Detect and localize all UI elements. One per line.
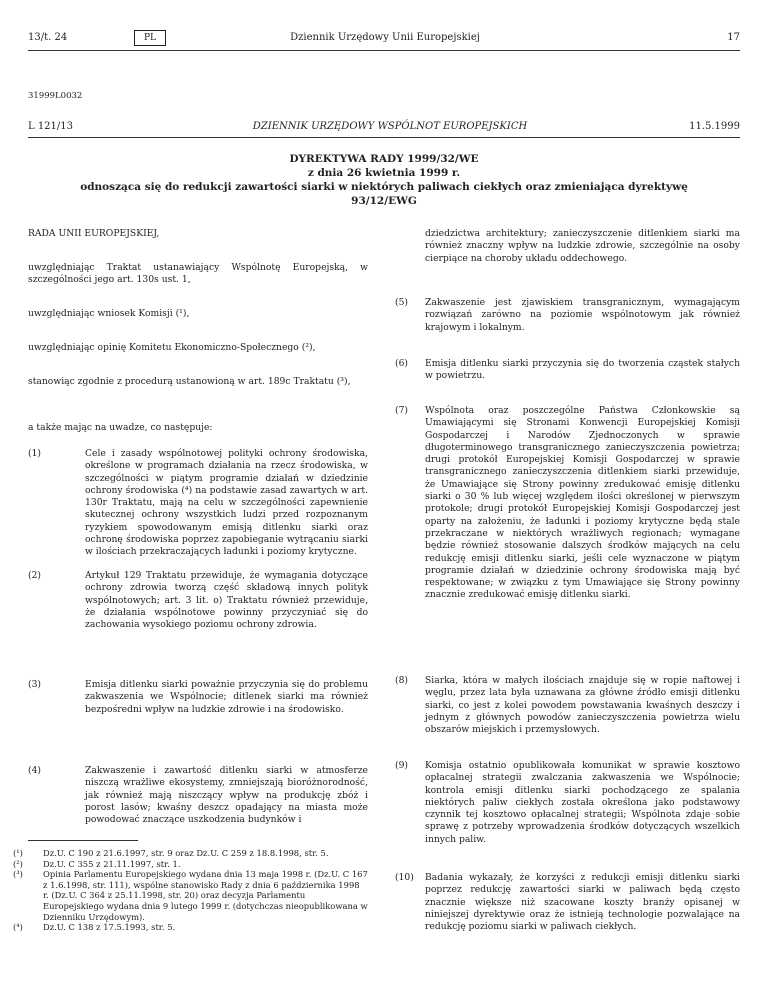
recital-text: Artykuł 129 Traktatu przewiduje, że wymagania dotyczące ochrony zdrowia tworzą część składową innych polityk wspólnotowych; art. 3 lit. o) Traktatu również przewiduje, że działania wspólnotowe powinny przyczyniać się do zachowania wysokiego poziomu ochrony zdrowia. (85, 570, 368, 631)
footnote-text: Opinia Parlamentu Europejskiego wydana dnia 13 maja 1998 r. (Dz.U. C 167 z 1.6.1998, str. 111), wspólne stanowisko Rady z dnia 6 października 1998 r. (Dz.U. C 364 z 25.11.1998, str. 20) oraz decyzja Parlamentu Europejskiego wydana dnia 9 lutego 1999 r. (dotychczas nieopublikowana w Dzienniku Urzędowym). (43, 869, 368, 922)
original-reference: L 121/13 (28, 121, 73, 132)
footnotes (13, 848, 368, 933)
recital-number: (1) (28, 448, 42, 459)
footnote-text: Dz.U. C 355 z 21.11.1997, str. 1. (43, 858, 181, 869)
header-rule (28, 50, 740, 51)
recital-text: Emisja ditlenku siarki poważnie przyczynia się do problemu zakwaszenia we Wspólnocie; ditlenek siarki ma również bezpośredni wpływ na ludzkie zdrowie i na środowisko. (85, 679, 368, 715)
title-line-4: 93/12/EWG (351, 195, 417, 207)
recital-number: (8) (395, 675, 409, 686)
original-header-rule (28, 137, 740, 138)
title-line-3: odnosząca się do redukcji zawartości siarki w niektórych paliwach ciekłych oraz zmieniająca dyrektywę (80, 181, 688, 193)
page-reference: 13/t. 24 (28, 32, 68, 43)
recital-number: (10) (395, 872, 414, 883)
footnote-1 (13, 848, 368, 859)
celex-number: 31999L0032 (28, 91, 83, 101)
recital-number: (7) (395, 405, 409, 416)
recital-text: Zakwaszenie i zawartość ditlenku siarki w atmosferze niszczą wrażliwe ekosystemy, zmniejszają bioróżnorodność, jak również mają niszczący wpływ na produkcję zbóż i porost lasów; kwaśny deszcz opadający na miasta może powodować znaczące uszkodzenia budynków i (85, 765, 368, 826)
citation-treaty: uwzględniając Traktat ustanawiający Wspólnotę Europejską, w szczególności jego art. 130s ust. 1, (28, 262, 368, 286)
recital-text: Zakwaszenie jest zjawiskiem transgranicznym, wymagającym rozwiązań zarówno na poziomie wspólnotowym jak również krajowym i lokalnym. (425, 297, 740, 333)
recital-text: Emisja ditlenku siarki przyczynia się do tworzenia cząstek stałych w powietrzu. (425, 358, 740, 382)
original-journal-title: DZIENNIK URZĘDOWY WSPÓLNOT EUROPEJSKICH (252, 121, 528, 132)
citation-committee: uwzględniając opinię Komitetu Ekonomiczno-Społecznego (²), (28, 342, 316, 353)
document-title (28, 152, 740, 208)
footnote-number: (⁴) (13, 922, 23, 933)
footnote-number: (³) (13, 869, 23, 880)
recital-number: (9) (395, 760, 409, 771)
original-date: 11.5.1999 (689, 121, 740, 132)
whereas-intro: a także mając na uwadze, co następuje: (28, 422, 213, 433)
recital-text: Cele i zasady wspólnotowej polityki ochrony środowiska, określone w programach działania na rzecz środowiska, w szczególności w piątym programie działań w dziedzinie ochrony środowiska (⁴) na podstawie zasad zawartych w art. 130r Traktatu, mają na celu w szczególności zapewnienie skutecznej ochrony wszystkich ludzi przed rozpoznanym ryzykiem spowodowanym emisją ditlenku siarki oraz ochronę środowiska poprzez zapobieganie wytrącaniu siarki w ilościach przekraczających ładunki i poziomy krytyczne. (85, 448, 368, 558)
recital-number: (2) (28, 570, 42, 581)
recital-text: Badania wykazały, że korzyści z redukcji emisji ditlenku siarki poprzez redukcję zawartości siarki w paliwach będą często znacznie większe niż szacowane koszty branży opisanej w niniejszej dyrektywie oraz że istnieją technologie pozwalające na redukcję poziomu siarki w paliwach ciekłych. (425, 872, 740, 933)
footnote-2 (13, 858, 368, 870)
title-line-2: z dnia 26 kwietnia 1999 r. (307, 167, 461, 179)
recital-number: (6) (395, 358, 409, 369)
council-heading: RADA UNII EUROPEJSKIEJ, (28, 228, 160, 239)
recital-number: (3) (28, 679, 42, 690)
citation-commission: uwzględniając wniosek Komisji (¹), (28, 308, 190, 319)
citation-procedure: stanowiąc zgodnie z procedurą ustanowioną w art. 189c Traktatu (³), (28, 376, 351, 387)
recital-4-continuation: dziedzictwa architektury; zanieczyszczenie ditlenkiem siarki ma również znaczny wpływ na ludzkie zdrowie, szczególnie na osoby cierpiące na choroby układu oddechowego. (425, 228, 740, 264)
footnote-text: Dz.U. C 138 z 17.5.1993, str. 5. (43, 922, 176, 933)
recital-number: (5) (395, 297, 409, 308)
footnote-rule (28, 840, 138, 841)
journal-title: Dziennik Urzędowy Unii Europejskiej (290, 32, 480, 43)
language-badge: PL (134, 30, 166, 46)
title-line-1: DYREKTYWA RADY 1999/32/WE (289, 153, 479, 165)
footnote-number: (¹) (13, 848, 23, 858)
recital-text: Wspólnota oraz poszczególne Państwa Członkowskie są Umawiającymi się Stronami Konwencji Europejskiej Komisji Gospodarczej i Narodów Zjednoczonych w sprawie długoterminowego transgranicznego zanieczyszczenia powietrza; drugi protokół Europejskiej Komisji Gospodarczej w sprawie transgranicznego zanieczyszczenia ditlenkiem siarki przewiduje, że Umawiające się Strony powinny zredukować emisję ditlenku siarki o 30 % lub więcej względem ilości określonej w pierwszym protokole; drugi protokół Europejskiej Komisji Gospodarczej jest oparty na założeniu, że ładunki i poziomy krytyczne będą stale przekraczane w niektórych wrażliwych regionach; wymagane będzie również stosowanie dalszych środków mających na celu redukcję emisji ditlenku siarki, jeśli cele wyznaczone w piątym programie działań w dziedzinie ochrony środowiska mają być respektowane; w związku z tym Umawiające się Strony powinny znacznie zredukować emisję ditlenku siarki. (425, 405, 740, 601)
recital-number: (4) (28, 765, 42, 776)
footnote-4 (13, 922, 368, 933)
footnote-number: (²) (13, 858, 23, 869)
recital-text: Komisja ostatnio opublikowała komunikat w sprawie kosztowo opłacalnej strategii zwalczania zakwaszenia we Wspólnocie; kontrola emisji ditlenku siarki pochodzącego ze spalania niektórych paliw ciekłych została określona jako podstawowy czynnik tej kosztowo opłacalnej strategii; Wspólnota zdaje sobie sprawę z potrzeby wprowadzenia środków dotyczących wszelkich innych paliw. (425, 760, 740, 845)
recital-text: Siarka, która w małych ilościach znajduje się w ropie naftowej i węglu, przez lata była uznawana za główne źródło emisji ditlenku siarki, co jest z kolei powodem powstawania kwaśnych deszczy i jednym z głównych powodów zanieczyszczenia powietrza wielu obszarów miejskich i przemysłowych. (425, 675, 740, 736)
page-number: 17 (727, 32, 740, 43)
footnote-3 (13, 869, 368, 922)
footnote-text: Dz.U. C 190 z 21.6.1997, str. 9 oraz Dz.U. C 259 z 18.8.1998, str. 5. (43, 848, 329, 858)
